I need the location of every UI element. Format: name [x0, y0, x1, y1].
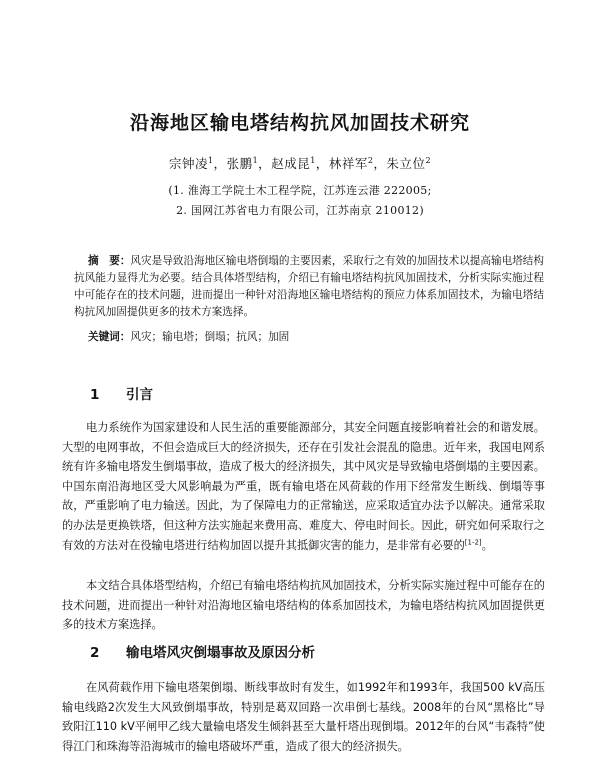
author-affiliation-mark: 1 — [207, 155, 214, 165]
abstract-label: 摘 要： — [88, 255, 131, 267]
paragraph-text: 电力系统作为国家建设和人民生活的重要能源部分，其安全问题直接影响着社会的和谐发展。大型的电网事故，不但会造成巨大的经济损失，还存在引发社会混乱的隐患。近年来，我国电网系统有许多输电塔发生倒塌事故，造成了极大的经济损失，其中风灾是导致输电塔倒塌的主要因素。中国东南沿海地区受大风影响最为严重，既有输电塔在风荷载的作用下经常发生断线、倒塌等事故，严重影响了电力输送。因此，为了保障电力的正常输送，应采取适宜办法予以解决。通常采取的办法是更换铁塔，但这种方法实施起来费用高、难度大、停电时间长。因此，研究如何采取行之有效的方法对在役输电塔进行结构加固以提升其抵御灾害的能力，是非常有必要的 — [62, 421, 545, 552]
paragraph-tail: 。 — [481, 538, 493, 552]
citation-ref: [1-2] — [464, 537, 482, 546]
author-affiliation-mark: 1 — [310, 155, 316, 165]
author-separator: ， — [213, 156, 227, 171]
author-separator: ， — [258, 156, 272, 171]
author-name: 赵成昆 — [271, 156, 311, 171]
abstract-text: 风灾是导致沿海地区输电塔倒塌的主要因素，采取行之有效的加固技术以提高输电塔结构抗风能力显得尤为必要。结合具体塔型结构，介绍已有输电塔结构抗风加固技术，分析实际实施过程中可能存在的技术问题，进而提出一种针对沿海地区输电塔结构的预应力体系加固技术，为输电塔结构抗风加固提供更多的技术方案选择。 — [74, 255, 544, 318]
author-name: 张鹏 — [226, 156, 253, 171]
paper-title: 沿海地区输电塔结构抗风加固技术研究 — [129, 112, 470, 134]
section-heading-introduction — [62, 383, 153, 403]
affiliation-line-1: (1. 淮海工学院土木工程学院，江苏连云港 222005; — [168, 184, 432, 197]
keywords-text: 风灾；输电塔；倒塌；抗风；加固 — [130, 331, 290, 343]
section-number: 2 — [90, 645, 100, 661]
section-heading-accident-analysis — [62, 641, 315, 661]
author-affiliation-mark: 2 — [425, 155, 432, 165]
keywords-label: 关键词： — [88, 331, 131, 343]
author-affiliation-mark: 1 — [252, 155, 259, 165]
affiliation-line-2: 2. 国网江苏省电力有限公司，江苏南京 210012) — [176, 204, 424, 217]
paragraph — [62, 678, 545, 756]
section-number: 1 — [90, 387, 100, 403]
author-affiliation-mark: 2 — [367, 155, 374, 165]
abstract — [74, 253, 544, 321]
paragraph-text: 本文结合具体塔型结构，介绍已有输电塔结构抗风加固技术，分析实际实施过程中可能存在的技术问题，进而提出一种针对沿海地区输电塔结构的体系加固技术，为输电塔结构抗风加固提供更多的技术方案选择。 — [62, 579, 545, 632]
author-name: 宗钟凌 — [168, 156, 208, 171]
author-list — [0, 154, 600, 172]
author-name: 林祥军 — [328, 156, 368, 171]
paragraph — [62, 576, 545, 635]
paragraph-text: 在风荷载作用下输电塔架倒塌、断线事故时有发生，如1992年和1993年，我国500 kV高压输电线路2次发生大风致倒塌事故，特别是葛双回路一次串倒七基线。2008年的台风“黑格比”导致阳江110 kV平闸甲乙线大量输电塔发生倾斜甚至大量杆塔出现倒塌。2012年的台风“韦森特”使得江门和珠海等沿海城市的输电塔破坏严重，造成了很大的经济损失。 — [62, 681, 545, 753]
author-separator: ， — [373, 156, 387, 171]
paragraph — [62, 418, 545, 555]
author-name: 朱立位 — [386, 156, 426, 171]
section-title: 输电塔风灾倒塌事故及原因分析 — [126, 645, 315, 661]
section-title: 引言 — [126, 387, 153, 403]
author-separator: ， — [315, 156, 329, 171]
keywords — [88, 329, 289, 344]
